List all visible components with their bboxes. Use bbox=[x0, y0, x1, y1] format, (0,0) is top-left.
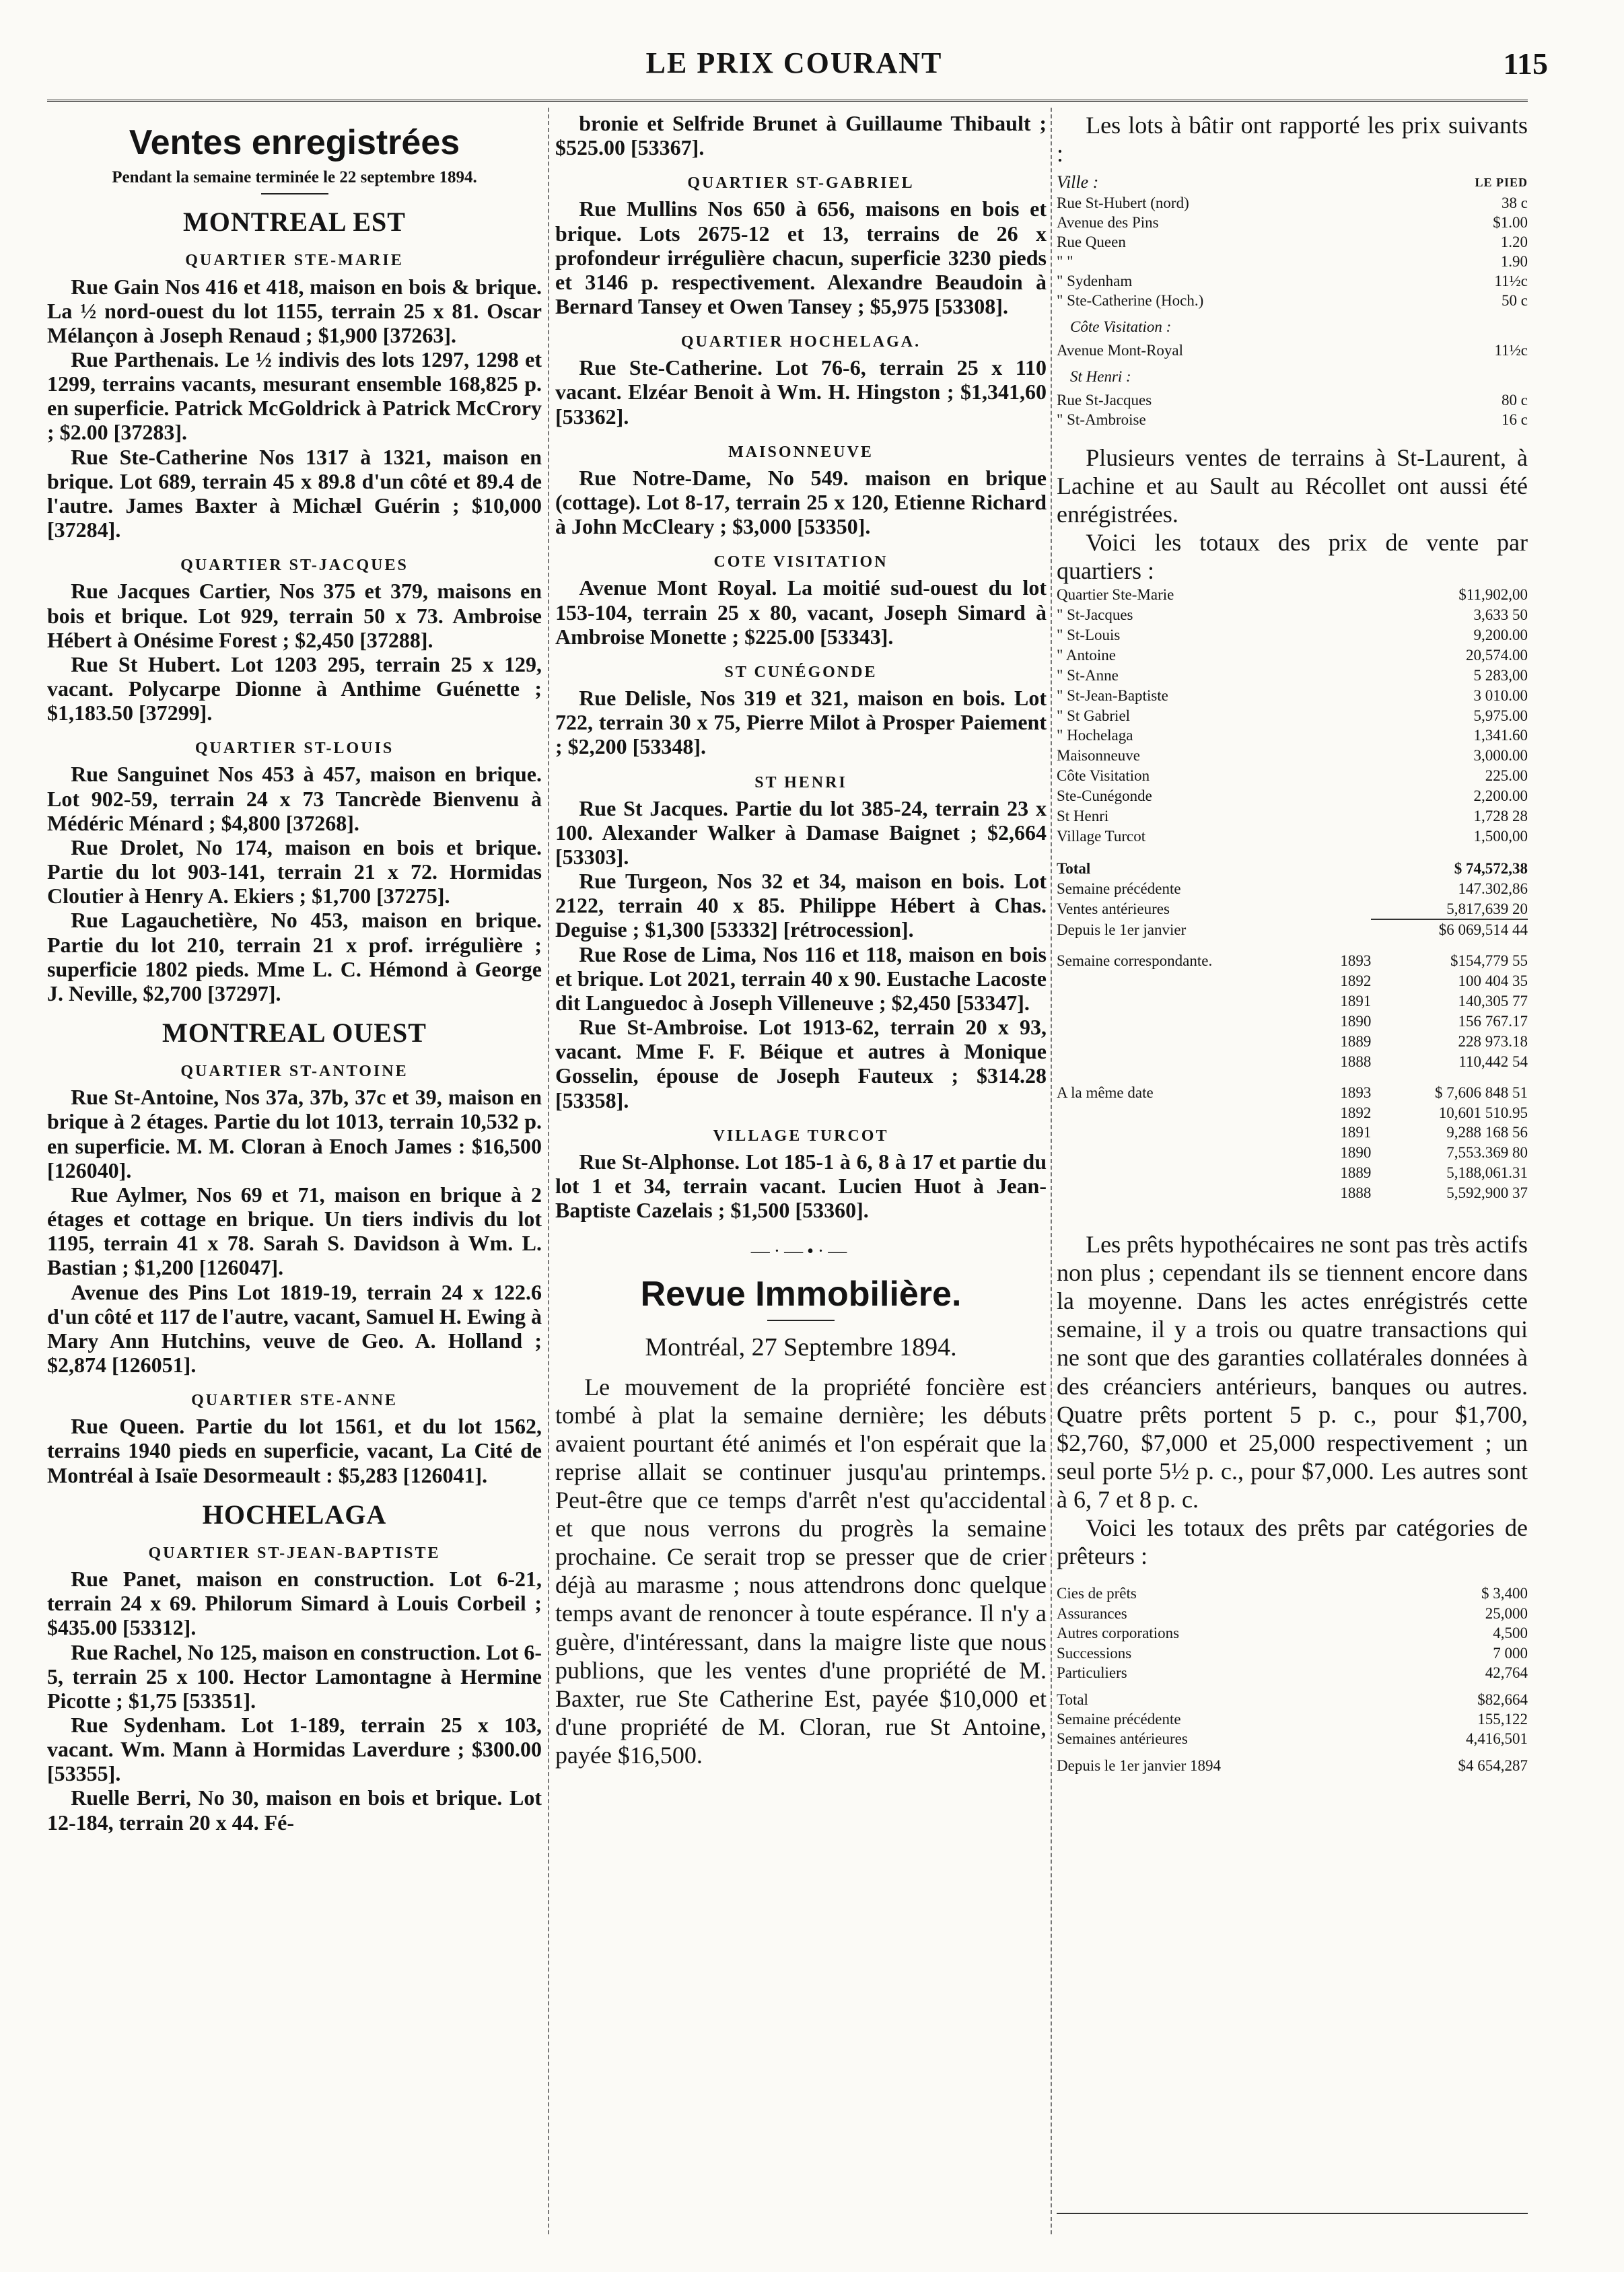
total-row bbox=[1057, 585, 1528, 605]
row-label: Semaine précédente bbox=[1057, 1710, 1181, 1728]
row-label: " Hochelaga bbox=[1057, 727, 1133, 744]
row-value: $11,902,00 bbox=[1458, 586, 1528, 604]
sale-entry: Rue Drolet, No 174, maison en bois et brique. Partie du lot 903-141, terrain 21 x 72. Hormidas Cloutier à Henry A. Ekiers ; $1,700 [37275]. bbox=[47, 835, 542, 909]
row-label: Rue St-Jacques bbox=[1057, 391, 1152, 409]
row-value: 38 c bbox=[1502, 194, 1528, 211]
quarter-heading: ST HENRI bbox=[754, 773, 847, 791]
price-row bbox=[1057, 213, 1528, 233]
column-1 bbox=[47, 111, 542, 2231]
since-row bbox=[1057, 919, 1528, 940]
price-row bbox=[1057, 272, 1528, 291]
sale-entry: Rue Parthenais. Le ½ indivis des lots 1297, 1298 et 1299, terrains vacants, mesurant ensemble 168,825 p. en superficie. Patrick McGoldrick à Patrick McCrory ; $2.00 [37283]. bbox=[47, 347, 542, 445]
price-row bbox=[1057, 411, 1528, 430]
row-value: 4,500 bbox=[1493, 1625, 1528, 1642]
cell bbox=[1057, 1072, 1319, 1083]
sale-entry: Rue Gain Nos 416 et 418, maison en bois & brique. La ½ nord-ouest du lot 1155, terrain 25 x 81. Oscar Mélançon à Joseph Renaud ; $1,900 [37263]. bbox=[47, 274, 542, 347]
sale-entry: Rue St Hubert. Lot 1203 295, terrain 25 x 129, vacant. Polycarpe Dionne à Anthime Guénette ; $1,183.50 [37299]. bbox=[47, 651, 542, 725]
column-divider bbox=[1051, 108, 1052, 2234]
row-label: Total bbox=[1057, 1691, 1088, 1708]
row-label: Total bbox=[1057, 859, 1091, 877]
row-value: 2,200.00 bbox=[1473, 787, 1528, 805]
corr-row bbox=[1057, 971, 1528, 991]
row-value: 5,188,061.31 bbox=[1446, 1164, 1528, 1182]
sale-entry: Rue Sanguinet Nos 453 à 457, maison en brique. Lot 902-59, terrain 24 x 73 Tancrède Bienvenu à Médéric Ménard ; $4,800 [37268]. bbox=[47, 762, 542, 835]
cell bbox=[1319, 766, 1372, 786]
quarter-heading: QUARTIER ST-ANTOINE bbox=[180, 1063, 409, 1081]
cell bbox=[1319, 746, 1372, 766]
row-value: 7 000 bbox=[1493, 1644, 1528, 1662]
row-value: $82,664 bbox=[1477, 1691, 1528, 1708]
total-row bbox=[1057, 766, 1528, 786]
row-value: 5 283,00 bbox=[1473, 666, 1528, 684]
row-value: 3,633 50 bbox=[1473, 606, 1528, 624]
cell bbox=[1319, 686, 1372, 706]
sale-entry: Rue Sydenham. Lot 1-189, terrain 25 x 103, vacant. Wm. Mann à Hormidas Laverdure ; $300.00 [53355]. bbox=[47, 1712, 542, 1786]
subheading-label: St Henri : bbox=[1070, 367, 1131, 385]
sales-list bbox=[555, 111, 1047, 1222]
paragraph: Plusieurs ventes de terrains à St-Laurent, à Lachine et au Sault au Récollet ont aussi été enrégistrées. bbox=[1057, 443, 1528, 528]
row-value: 156 767.17 bbox=[1458, 1012, 1528, 1030]
cell bbox=[1319, 899, 1372, 920]
row-label: " Ste-Catherine (Hoch.) bbox=[1057, 291, 1204, 309]
cell bbox=[1319, 919, 1372, 940]
row-value: LE PIED bbox=[1475, 176, 1528, 190]
row-value: 5,975.00 bbox=[1473, 707, 1528, 724]
sale-entry: Rue Aylmer, Nos 69 et 71, maison en brique à 2 étages et cottage en brique. Un tiers indivis du lot 1195, terrain 41 x 78. Sarah S. Davidson à Wm. L. Bastian ; $1,200 [126047]. bbox=[47, 1182, 542, 1280]
cell bbox=[1319, 625, 1372, 645]
row-year: 1893 bbox=[1340, 952, 1372, 970]
row-label: Maisonneuve bbox=[1057, 747, 1140, 765]
cell bbox=[1319, 725, 1372, 746]
cell bbox=[1057, 971, 1319, 991]
row-value: 9,288 168 56 bbox=[1446, 1124, 1528, 1141]
cell bbox=[1319, 806, 1372, 826]
row-label: Particuliers bbox=[1057, 1664, 1127, 1682]
sale-entry: Rue Queen. Partie du lot 1561, et du lot 1562, terrains 1940 pieds en superficie, vacant, La Cité de Montréal à Isaïe Desormeault : $5,283 [126041]. bbox=[47, 1414, 542, 1487]
cell bbox=[1319, 666, 1372, 686]
row-value: 16 c bbox=[1502, 411, 1528, 428]
row-label: Cies de prêts bbox=[1057, 1585, 1137, 1602]
row-label: A la même date bbox=[1057, 1084, 1154, 1101]
row-label: Avenue des Pins bbox=[1057, 213, 1159, 231]
sale-entry: Rue Ste-Catherine. Lot 76-6, terrain 25 x 110 vacant. Elzéar Benoit à Wm. H. Hingston ; $1,341,60 [53362]. bbox=[555, 355, 1047, 429]
cell bbox=[1319, 605, 1372, 625]
sale-entry: Rue Notre-Dame, No 549. maison en brique (cottage). Lot 8-17, terrain 25 x 120, Etienne Richard à John McCleary ; $3,000 [53350]. bbox=[555, 465, 1047, 539]
sale-entry: Rue Turgeon, Nos 32 et 34, maison en bois. Lot 2122, terrain 40 x 85. Philippe Hébert à Chas. Deguise ; $1,300 [53332] [rétrocession]. bbox=[555, 869, 1047, 942]
row-value: 9,200.00 bbox=[1473, 626, 1528, 643]
row-value: 3 010.00 bbox=[1473, 686, 1528, 704]
district-heading: MONTREAL EST bbox=[183, 207, 406, 238]
bottom-rule bbox=[1057, 2213, 1528, 2214]
total-row bbox=[1057, 899, 1528, 920]
ornament: —·—•·— bbox=[750, 1241, 851, 1263]
row-value: 80 c bbox=[1502, 391, 1528, 409]
row-value: 155,122 bbox=[1477, 1710, 1528, 1728]
cell bbox=[1057, 1032, 1319, 1052]
total-row bbox=[1057, 645, 1528, 666]
sale-entry: Rue St Jacques. Partie du lot 385-24, terrain 23 x 100. Alexander Walker à Damase Baignet ; $2,664 [53303]. bbox=[555, 795, 1047, 869]
row-label: " St Gabriel bbox=[1057, 707, 1131, 724]
sale-entry: Rue Rose de Lima, Nos 116 et 118, maison en bois et brique. Lot 2021, terrain 40 x 90. Eustache Lacoste dit Languedoc à Joseph Villeneuve ; $2,450 [53347]. bbox=[555, 942, 1047, 1015]
sale-entry: Rue St-Alphonse. Lot 185-1 à 6, 8 à 17 et partie du lot 1 et 34, terrain vacant. Lucien Huot à Jean-Baptiste Cazelais ; $1,500 [53360]. bbox=[555, 1149, 1047, 1223]
cell bbox=[1057, 1143, 1319, 1163]
row-value: 147.302,86 bbox=[1458, 880, 1528, 897]
total-row bbox=[1057, 786, 1528, 806]
total-row bbox=[1057, 605, 1528, 625]
lender-row bbox=[1057, 1623, 1528, 1643]
cell bbox=[1319, 847, 1372, 879]
district-heading: MONTREAL OUEST bbox=[162, 1017, 427, 1048]
cell bbox=[1057, 1103, 1319, 1123]
row-label: Ste-Cunégonde bbox=[1057, 787, 1152, 805]
sale-entry: Rue Delisle, Nos 319 et 321, maison en bois. Lot 722, terrain 30 x 75, Pierre Milot à Prosper Paiement ; $2,200 [53348]. bbox=[555, 686, 1047, 759]
price-row bbox=[1057, 194, 1528, 213]
totals-table bbox=[1057, 585, 1528, 1203]
price-row bbox=[1057, 233, 1528, 252]
cell bbox=[1319, 706, 1372, 726]
row-value: 1,728 28 bbox=[1473, 807, 1528, 824]
lenders-table bbox=[1057, 1584, 1528, 1775]
row-value: 228 973.18 bbox=[1458, 1032, 1528, 1050]
cell bbox=[1057, 991, 1319, 1011]
total-row bbox=[1057, 879, 1528, 899]
grand-total-row bbox=[1057, 847, 1528, 879]
row-value: 1,341.60 bbox=[1473, 727, 1528, 744]
row-label: Semaine précédente bbox=[1057, 880, 1181, 897]
cell bbox=[1057, 1163, 1319, 1183]
sale-entry: Rue Panet, maison en construction. Lot 6-21, terrain 24 x 69. Philorum Simard à Louis Corbeil ; $435.00 [53312]. bbox=[47, 1567, 542, 1640]
row-label: Semaine correspondante. bbox=[1057, 952, 1213, 970]
row-year: 1892 bbox=[1340, 1104, 1372, 1121]
row-value: 1,500,00 bbox=[1473, 827, 1528, 845]
row-year: 1893 bbox=[1340, 1084, 1372, 1101]
quarter-heading: VILLAGE TURCOT bbox=[713, 1127, 889, 1145]
total-row bbox=[1057, 686, 1528, 706]
row-value: 25,000 bbox=[1485, 1604, 1528, 1622]
sale-entry: Rue Lagauchetière, No 453, maison en brique. Partie du lot 210, terrain 21 x prof. irrégulière ; superficie 1802 pieds. Mme L. C. Hémond à George J. Neville, $2,700 [37297]. bbox=[47, 908, 542, 1005]
row-value: 42,764 bbox=[1485, 1664, 1528, 1682]
sales-list bbox=[47, 207, 542, 1835]
row-value: 110,442 54 bbox=[1458, 1053, 1528, 1070]
revue-title: Revue Immobilière. bbox=[640, 1274, 962, 1314]
sale-entry: Rue St-Antoine, Nos 37a, 37b, 37c et 39, maison en brique à 2 étages. Partie du lot 1013, terrain 10,532 p. en superficie. M. M. Cloran à Enoch James : $16,500 [126040]. bbox=[47, 1085, 542, 1182]
row-value: $6 069,514 44 bbox=[1371, 919, 1528, 940]
row-label: Ville : bbox=[1057, 172, 1099, 192]
row-value: 1.20 bbox=[1500, 233, 1528, 250]
row-value: 20,574.00 bbox=[1466, 646, 1528, 664]
same-date-row bbox=[1057, 1143, 1528, 1163]
sale-entry: bronie et Selfride Brunet à Guillaume Thibault ; $525.00 [53367]. bbox=[555, 111, 1047, 160]
column-divider bbox=[548, 108, 549, 2234]
quarter-heading: QUARTIER STE-ANNE bbox=[191, 1392, 398, 1410]
row-label: " " bbox=[1057, 252, 1073, 270]
row-label: " St-Ambroise bbox=[1057, 411, 1146, 428]
price-row bbox=[1057, 391, 1528, 411]
lender-row bbox=[1057, 1663, 1528, 1682]
row-value: $4 654,287 bbox=[1458, 1756, 1528, 1774]
corr-row bbox=[1057, 1011, 1528, 1032]
cell bbox=[1319, 786, 1372, 806]
header-rule bbox=[47, 100, 1528, 104]
cell bbox=[1319, 826, 1372, 847]
paragraph: Les prêts hypothécaires ne sont pas très actifs non plus ; cependant ils se tiennent encore dans la moyenne. Dans les actes enrégistrés cette semaine, il y a trois ou quatre transactions qui ne sont que des garanties collatérales données à des créanciers antérieurs, banques ou autres. Quatre prêts portent 5 p. c., pour $1,700, $2,760, $7,000 et 25,000 respectivement ; un seul porte 5½ p. c., pour $7,000. Les autres sont à 6, 7 et 8 p. c. bbox=[1057, 1231, 1528, 1513]
cell bbox=[1057, 1052, 1319, 1072]
paragraph: Voici les totaux des prêts par catégories de prêteurs : bbox=[1057, 1514, 1528, 1570]
row-value: 7,553.369 80 bbox=[1446, 1144, 1528, 1162]
lender-row bbox=[1057, 1643, 1528, 1663]
row-year: 1889 bbox=[1340, 1032, 1372, 1050]
row-year: 1890 bbox=[1340, 1012, 1372, 1030]
same-date-row bbox=[1057, 1183, 1528, 1203]
row-label: St Henri bbox=[1057, 807, 1109, 824]
row-value: 225.00 bbox=[1485, 767, 1528, 785]
row-year: 1889 bbox=[1340, 1164, 1372, 1182]
sale-entry: Rue Mullins Nos 650 à 656, maisons en bois et brique. Lots 2675-12 et 13, terrains de 26 x profondeur irrégulière chacun, superficie 3230 pieds et 3146 p. respectivement. Alexandre Beaudoin à Bernard Tansey et Owen Tansey ; $5,975 [53308]. bbox=[555, 197, 1047, 319]
section-title: Ventes enregistrées bbox=[129, 123, 460, 162]
cell bbox=[1319, 879, 1372, 899]
total-row bbox=[1057, 826, 1528, 847]
cell bbox=[1057, 1183, 1319, 1203]
same-date-row bbox=[1057, 1163, 1528, 1183]
row-year: 1888 bbox=[1340, 1184, 1372, 1202]
row-year: 1888 bbox=[1340, 1053, 1372, 1070]
quarter-heading: QUARTIER ST-JACQUES bbox=[180, 557, 409, 575]
column-3 bbox=[1057, 111, 1528, 2231]
row-year: 1891 bbox=[1340, 993, 1372, 1010]
row-value: 100 404 35 bbox=[1458, 972, 1528, 990]
row-value: 10,601 510.95 bbox=[1438, 1104, 1528, 1121]
price-table bbox=[1057, 168, 1528, 429]
price-row bbox=[1057, 341, 1528, 361]
cell bbox=[1319, 585, 1372, 605]
quarter-heading: COTE VISITATION bbox=[713, 553, 888, 571]
sale-entry: Rue Rachel, No 125, maison en construction. Lot 6-5, terrain 25 x 100. Hector Lamontagne à Hermine Picotte ; $1,75 [53351]. bbox=[47, 1639, 542, 1713]
divider bbox=[767, 1320, 835, 1321]
corr-row bbox=[1057, 1052, 1528, 1072]
row-year: 1890 bbox=[1340, 1144, 1372, 1162]
same-date-row bbox=[1057, 1103, 1528, 1123]
row-value: $154,779 55 bbox=[1450, 952, 1528, 970]
row-value: 50 c bbox=[1502, 291, 1528, 309]
row-value: $1.00 bbox=[1493, 213, 1528, 231]
cell bbox=[1057, 1011, 1319, 1032]
row-value: 11½c bbox=[1494, 272, 1528, 289]
row-label: " St-Jacques bbox=[1057, 606, 1133, 624]
spacer bbox=[1057, 1072, 1528, 1083]
price-row bbox=[1057, 252, 1528, 272]
row-label: Côte Visitation bbox=[1057, 767, 1150, 785]
quarter-heading: QUARTIER STE-MARIE bbox=[185, 252, 404, 270]
spacer bbox=[1057, 940, 1528, 951]
row-value: 11½c bbox=[1494, 341, 1528, 359]
row-label: Avenue Mont-Royal bbox=[1057, 341, 1184, 359]
row-label: Rue Queen bbox=[1057, 233, 1126, 250]
quarter-heading: QUARTIER ST-GABRIEL bbox=[687, 174, 915, 192]
total-row bbox=[1057, 806, 1528, 826]
sale-entry: Avenue des Pins Lot 1819-19, terrain 24 x 122.6 d'un côté et 117 de l'autre, vacant, Samuel H. Ewing à Mary Ann Hutchins, veuve de Geo. A. Holland ; $2,874 [126051]. bbox=[47, 1279, 542, 1377]
column-2 bbox=[555, 111, 1047, 2231]
total-row bbox=[1057, 746, 1528, 766]
row-label: Village Turcot bbox=[1057, 827, 1146, 845]
row-value: 3,000.00 bbox=[1473, 747, 1528, 765]
corr-row bbox=[1057, 1032, 1528, 1052]
row-year: 1892 bbox=[1340, 972, 1372, 990]
sale-entry: Ruelle Berri, No 30, maison en bois et brique. Lot 12-184, terrain 20 x 44. Fé- bbox=[47, 1785, 542, 1835]
quarter-heading: QUARTIER ST-JEAN-BAPTISTE bbox=[148, 1544, 441, 1562]
page-header bbox=[40, 40, 1548, 87]
row-label: Depuis le 1er janvier 1894 bbox=[1057, 1756, 1221, 1774]
lenders-since-row bbox=[1057, 1749, 1528, 1775]
paragraph: Voici les totaux des prix de vente par quartiers : bbox=[1057, 528, 1528, 585]
quarter-heading: MAISONNEUVE bbox=[728, 443, 874, 461]
row-label: " St-Jean-Baptiste bbox=[1057, 686, 1168, 704]
row-label: Ventes antérieures bbox=[1057, 900, 1170, 918]
page-number: 115 bbox=[1503, 46, 1548, 81]
district-heading: HOCHELAGA bbox=[202, 1499, 387, 1530]
row-value: $ 74,572,38 bbox=[1454, 859, 1528, 877]
row-value: 5,592,900 37 bbox=[1446, 1184, 1528, 1202]
row-label: " St-Anne bbox=[1057, 666, 1119, 684]
quarter-heading: QUARTIER ST-LOUIS bbox=[195, 740, 394, 758]
sale-entry: Rue Jacques Cartier, Nos 375 et 379, maisons en bois et brique. Lot 929, terrain 50 x 73. Ambroise Hébert à Onésime Forest ; $2,450 [37288]. bbox=[47, 579, 542, 652]
price-row bbox=[1057, 291, 1528, 311]
total-row bbox=[1057, 725, 1528, 746]
intro-paragraph: Les lots à bâtir ont rapporté les prix suivants : bbox=[1057, 112, 1528, 168]
quarter-heading: QUARTIER HOCHELAGA. bbox=[680, 333, 921, 351]
corr-row bbox=[1057, 991, 1528, 1011]
row-value: 140,305 77 bbox=[1458, 993, 1528, 1010]
total-row bbox=[1057, 706, 1528, 726]
same-date-row bbox=[1057, 1083, 1528, 1103]
subheading bbox=[1057, 311, 1528, 341]
corr-row bbox=[1057, 951, 1528, 971]
row-value: $ 3,400 bbox=[1481, 1585, 1528, 1602]
row-value: 5,817,639 20 bbox=[1446, 900, 1528, 917]
sale-entry: Rue Ste-Catherine Nos 1317 à 1321, maison en brique. Lot 689, terrain 45 x 89.8 d'un côté et 89.4 de l'autre. James Baxter à Michæl Guérin ; $10,000 [37284]. bbox=[47, 444, 542, 542]
subheading-label: Côte Visitation : bbox=[1070, 318, 1172, 335]
row-label: Successions bbox=[1057, 1644, 1132, 1662]
dateline: Montréal, 27 Septembre 1894. bbox=[645, 1333, 957, 1361]
lender-row bbox=[1057, 1604, 1528, 1623]
cell bbox=[1319, 645, 1372, 666]
running-title: LE PRIX COURANT bbox=[645, 46, 943, 79]
quarter-heading: ST CUNÉGONDE bbox=[724, 663, 878, 681]
revue-body bbox=[555, 1373, 1047, 1770]
row-value: 4,416,501 bbox=[1466, 1730, 1528, 1748]
divider bbox=[261, 193, 328, 194]
sale-entry: Rue St-Ambroise. Lot 1913-62, terrain 20 x 93, vacant. Mme F. F. Béique et autres à Monique Gosselin, épouse de Joseph Fauteux ; $314.28 [53358]. bbox=[555, 1015, 1047, 1112]
row-label: " Antoine bbox=[1057, 646, 1116, 664]
row-label: Rue St-Hubert (nord) bbox=[1057, 194, 1189, 211]
row-value: $ 7,606 848 51 bbox=[1435, 1084, 1528, 1101]
sale-entry: Avenue Mont Royal. La moitié sud-ouest du lot 153-104, terrain 25 x 80, vacant, Joseph Simard à Ambroise Monette ; $225.00 [53343]. bbox=[555, 575, 1047, 649]
total-row bbox=[1057, 625, 1528, 645]
lender-row bbox=[1057, 1709, 1528, 1729]
lenders-total-row bbox=[1057, 1683, 1528, 1709]
row-label: " St-Louis bbox=[1057, 626, 1121, 643]
cell bbox=[1057, 1123, 1319, 1143]
row-label: Assurances bbox=[1057, 1604, 1127, 1622]
row-label: Autres corporations bbox=[1057, 1625, 1180, 1642]
section-subtitle: Pendant la semaine terminée le 22 septembre 1894. bbox=[112, 168, 477, 186]
lender-row bbox=[1057, 1729, 1528, 1748]
row-year: 1891 bbox=[1340, 1124, 1372, 1141]
row-label: " Sydenham bbox=[1057, 272, 1133, 289]
price-header bbox=[1057, 168, 1528, 194]
row-label: Semaines antérieures bbox=[1057, 1730, 1188, 1748]
revue-paragraph: Le mouvement de la propriété foncière est tombé à plat la semaine dernière; les débuts avaient pourtant été animés et l'on espérait que la reprise allait se continuer jusqu'au printemps. Peut-être que ce temps d'arrêt n'est qu'accidental et que nous verrons du progrès la semaine prochaine. Ce serait trop se presser que de crier déjà au marasme ; nous attendrons donc quelque temps avant de renoncer à toute espérance. Il n'y a guère, d'intéressant, dans la maigre liste que nous publions, que les ventes d'une propriété de M. Baxter, rue Ste Catherine Est, payée $10,000 et d'une propriété de M. Cloran, rue St Antoine, payée $16,500. bbox=[555, 1373, 1047, 1769]
row-label: Quartier Ste-Marie bbox=[1057, 586, 1174, 604]
same-date-row bbox=[1057, 1123, 1528, 1143]
subheading bbox=[1057, 361, 1528, 391]
lender-row bbox=[1057, 1584, 1528, 1603]
row-value: 1.90 bbox=[1500, 252, 1528, 270]
row-label: Depuis le 1er janvier bbox=[1057, 921, 1187, 938]
total-row bbox=[1057, 666, 1528, 686]
cell bbox=[1057, 940, 1319, 951]
